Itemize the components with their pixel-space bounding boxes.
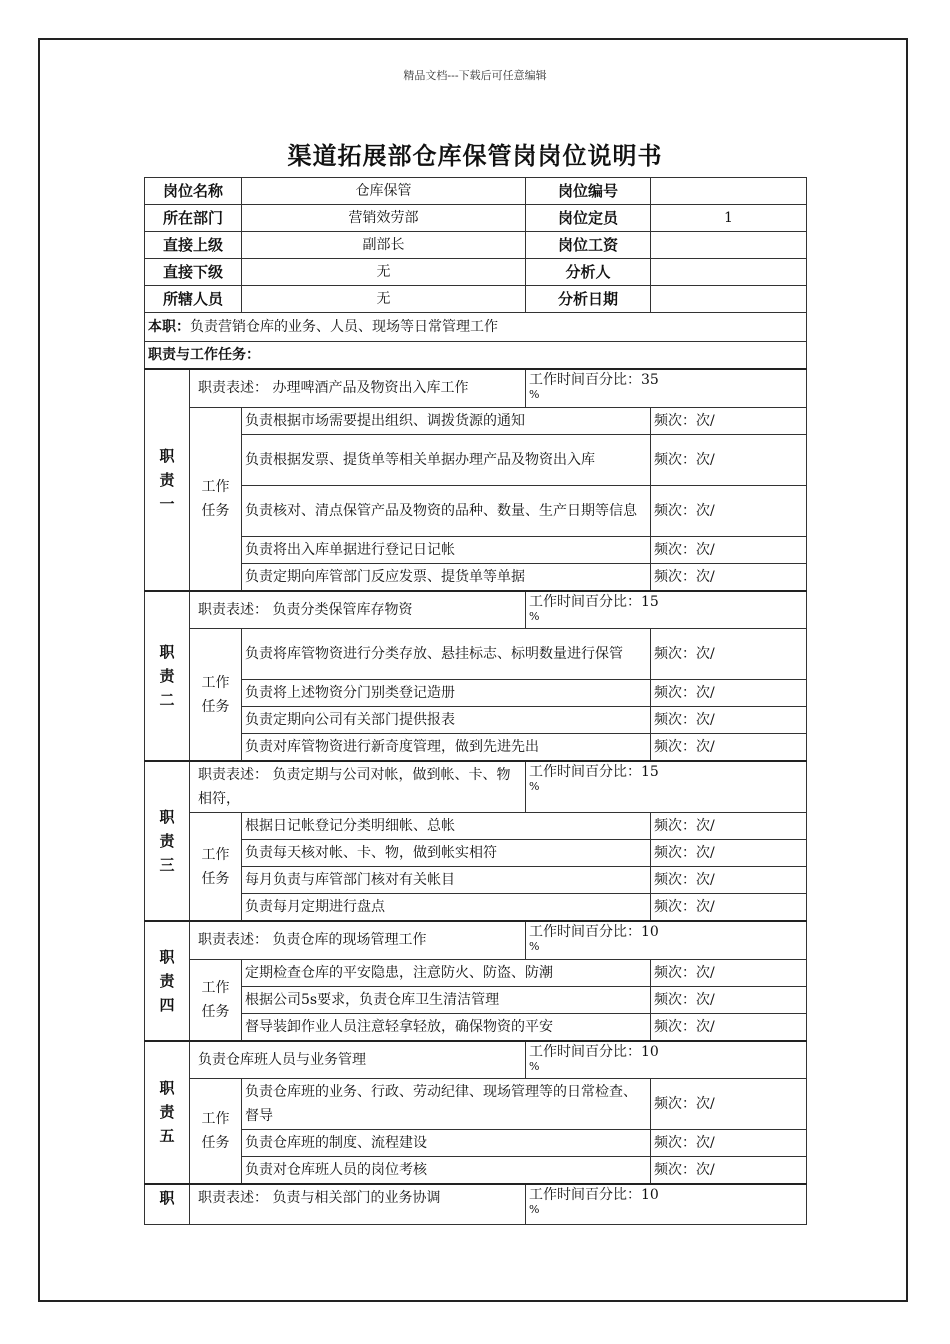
task-row xyxy=(145,1013,807,1041)
job-summary-text: 负责营销仓库的业务、人员、现场等日常管理工作 xyxy=(190,319,498,335)
work-task-label xyxy=(190,959,242,1041)
duty-title-char: 三 xyxy=(159,856,175,874)
time-percentage xyxy=(526,369,807,407)
task-frequency: 频次：次/ xyxy=(651,959,807,986)
time-percentage-value: 工作时间百分比：15 xyxy=(529,764,659,780)
duties-header-row xyxy=(145,342,807,370)
time-percentage xyxy=(526,1041,807,1079)
work-task-label-line: 任务 xyxy=(201,502,230,519)
time-percentage-unit: % xyxy=(529,780,540,793)
duty-title-char: 四 xyxy=(159,995,175,1014)
staff-value: 无 xyxy=(242,286,526,313)
time-percentage xyxy=(526,761,807,813)
task-description: 负责定期向库管部门反应发票、提货单等单据 xyxy=(242,563,651,591)
task-description: 根据公司5s要求，负责仓库卫生清洁管理 xyxy=(242,986,651,1013)
summary-row xyxy=(145,313,807,342)
staff-label: 所辖人员 xyxy=(145,286,242,313)
task-row xyxy=(145,1079,807,1130)
job-summary-label: 本职： xyxy=(148,319,190,335)
work-task-label-line: 任务 xyxy=(201,1003,230,1020)
time-percentage-value: 工作时间百分比：35 xyxy=(529,372,659,388)
time-percentage-value: 工作时间百分比：10 xyxy=(529,924,659,940)
work-task-label-line: 任务 xyxy=(201,870,230,887)
salary-value xyxy=(651,232,807,259)
task-frequency: 频次：次/ xyxy=(651,840,807,867)
duty-title-char: 责 xyxy=(159,470,175,489)
task-frequency: 频次：次/ xyxy=(651,867,807,894)
time-percentage xyxy=(526,1184,807,1224)
time-percentage-value: 工作时间百分比：10 xyxy=(529,1043,659,1060)
duty-title-char: 职 xyxy=(159,642,175,661)
duty-title-char: 职 xyxy=(159,1079,175,1098)
duty-statement: 负责仓库班人员与业务管理 xyxy=(190,1041,526,1079)
duty-title-char: 责 xyxy=(159,1103,175,1122)
analyst-label: 分析人 xyxy=(526,259,651,286)
duty-title-char: 职 xyxy=(159,947,175,966)
task-description: 负责仓库班的业务、行政、劳动纪律、现场管理等的日常检查、督导 xyxy=(242,1079,651,1130)
analyst-value xyxy=(651,259,807,286)
task-frequency: 频次：次/ xyxy=(651,407,807,434)
job-summary xyxy=(145,313,807,342)
duty-statement: 职责表述： 负责分类保管库存物资 xyxy=(190,591,526,629)
job-description-table xyxy=(144,177,807,1225)
duty-title-char: 职 xyxy=(159,446,175,465)
position-name-label: 岗位名称 xyxy=(145,178,242,205)
duty-title xyxy=(145,761,190,921)
task-description: 负责每天核对帐、卡、物，做到帐实相符 xyxy=(242,840,651,867)
duty-statement-row xyxy=(145,761,807,813)
duty-title-char: 责 xyxy=(159,666,175,685)
duty-statement: 职责表述： 办理啤酒产品及物资出入库工作 xyxy=(190,369,526,407)
work-task-label xyxy=(190,1079,242,1185)
superior-value: 副部长 xyxy=(242,232,526,259)
task-frequency: 频次：次/ xyxy=(651,563,807,591)
task-frequency: 频次：次/ xyxy=(651,1013,807,1041)
headcount-label: 岗位定员 xyxy=(526,205,651,232)
page-title: 渠道拓展部仓库保管岗岗位说明书 xyxy=(287,142,663,170)
duty-statement-row xyxy=(145,591,807,629)
task-row xyxy=(145,986,807,1013)
position-code-label: 岗位编号 xyxy=(526,178,651,205)
task-description: 负责根据发票、提货单等相关单据办理产品及物资出入库 xyxy=(242,434,651,485)
task-row xyxy=(145,536,807,563)
task-description: 负责定期向公司有关部门提供报表 xyxy=(242,707,651,734)
task-frequency: 频次：次/ xyxy=(651,813,807,840)
superior-label: 直接上级 xyxy=(145,232,242,259)
task-row xyxy=(145,629,807,680)
time-percentage xyxy=(526,921,807,959)
task-row xyxy=(145,434,807,485)
subordinate-value: 无 xyxy=(242,259,526,286)
task-row xyxy=(145,485,807,536)
task-description: 负责将上述物资分门别类登记造册 xyxy=(242,680,651,707)
task-row xyxy=(145,734,807,762)
task-frequency: 频次：次/ xyxy=(651,707,807,734)
duty-title xyxy=(145,1184,190,1224)
task-frequency: 频次：次/ xyxy=(651,629,807,680)
task-frequency: 频次：次/ xyxy=(651,1130,807,1157)
time-percentage-unit: % xyxy=(529,1059,540,1073)
task-row xyxy=(145,894,807,922)
task-frequency: 频次：次/ xyxy=(651,485,807,536)
task-row xyxy=(145,959,807,986)
duty-statement-row xyxy=(145,921,807,959)
salary-label: 岗位工资 xyxy=(526,232,651,259)
task-row xyxy=(145,813,807,840)
task-row xyxy=(145,1157,807,1185)
task-frequency: 频次：次/ xyxy=(651,680,807,707)
task-frequency: 频次：次/ xyxy=(651,536,807,563)
duty-statement-row xyxy=(145,1041,807,1079)
task-description: 定期检查仓库的平安隐患，注意防火、防盗、防潮 xyxy=(242,959,651,986)
work-task-label-line: 任务 xyxy=(201,1135,230,1151)
duty-title xyxy=(145,369,190,591)
duty-title xyxy=(145,1041,190,1185)
analysis-date-value xyxy=(651,286,807,313)
duty-statement: 职责表述： 负责与相关部门的业务协调 xyxy=(190,1184,526,1224)
analysis-date-label: 分析日期 xyxy=(526,286,651,313)
duty-title-char: 责 xyxy=(159,832,175,850)
duty-title-char: 职 xyxy=(159,1189,175,1207)
task-row xyxy=(145,680,807,707)
task-description: 每月负责与库管部门核对有关帐目 xyxy=(242,867,651,894)
position-code-value xyxy=(651,178,807,205)
work-task-label xyxy=(190,407,242,591)
work-task-label-line: 任务 xyxy=(201,698,230,715)
duty-statement-row xyxy=(145,1184,807,1224)
work-task-label xyxy=(190,813,242,922)
duties-header-label: 职责与工作任务： xyxy=(148,347,260,363)
task-description: 根据日记帐登记分类明细帐、总帐 xyxy=(242,813,651,840)
info-row xyxy=(145,205,807,232)
duty-title xyxy=(145,591,190,762)
time-percentage-unit: % xyxy=(529,940,540,953)
task-description: 负责根据市场需要提出组织、调拨货源的通知 xyxy=(242,407,651,434)
task-frequency: 频次：次/ xyxy=(651,1079,807,1130)
task-frequency: 频次：次/ xyxy=(651,434,807,485)
duty-statement: 职责表述： 负责仓库的现场管理工作 xyxy=(190,921,526,959)
info-row xyxy=(145,259,807,286)
work-task-label xyxy=(190,629,242,762)
info-row xyxy=(145,178,807,205)
task-description: 负责对仓库班人员的岗位考核 xyxy=(242,1157,651,1185)
work-task-label-line: 工作 xyxy=(201,979,230,996)
task-row xyxy=(145,407,807,434)
duty-title-char: 一 xyxy=(159,494,175,513)
task-description: 督导装卸作业人员注意轻拿轻放，确保物资的平安 xyxy=(242,1013,651,1041)
time-percentage-unit: % xyxy=(529,1203,540,1216)
duty-title-char: 职 xyxy=(159,808,175,826)
duty-title-char: 责 xyxy=(159,971,175,990)
task-row xyxy=(145,707,807,734)
watermark-text: 精品文档---下载后可任意编辑 xyxy=(403,69,547,82)
task-description: 负责对库管物资进行新奇度管理，做到先进先出 xyxy=(242,734,651,762)
duty-statement-row xyxy=(145,369,807,407)
info-row xyxy=(145,232,807,259)
position-name-value: 仓库保管 xyxy=(242,178,526,205)
task-description: 负责核对、清点保管产品及物资的品种、数量、生产日期等信息 xyxy=(242,485,651,536)
duties-header xyxy=(145,342,807,370)
time-percentage-unit: % xyxy=(529,609,540,623)
task-frequency: 频次：次/ xyxy=(651,734,807,762)
subordinate-label: 直接下级 xyxy=(145,259,242,286)
duty-title-char: 二 xyxy=(159,690,175,709)
work-task-label-line: 工作 xyxy=(201,478,230,495)
headcount-value: 1 xyxy=(651,205,807,232)
time-percentage-unit: % xyxy=(529,388,540,401)
task-description: 负责将出入库单据进行登记日记帐 xyxy=(242,536,651,563)
task-frequency: 频次：次/ xyxy=(651,894,807,922)
duty-title-char: 五 xyxy=(159,1127,175,1146)
task-row xyxy=(145,867,807,894)
info-row xyxy=(145,286,807,313)
work-task-label-line: 工作 xyxy=(201,674,230,691)
department-value: 营销效劳部 xyxy=(242,205,526,232)
task-frequency: 频次：次/ xyxy=(651,986,807,1013)
task-description: 负责仓库班的制度、流程建设 xyxy=(242,1130,651,1157)
time-percentage-value: 工作时间百分比：15 xyxy=(529,593,659,610)
time-percentage xyxy=(526,591,807,629)
task-description: 负责每月定期进行盘点 xyxy=(242,894,651,922)
department-label: 所在部门 xyxy=(145,205,242,232)
duty-title xyxy=(145,921,190,1041)
duty-statement: 职责表述： 负责定期与公司对帐，做到帐、卡、物相符， xyxy=(190,761,526,813)
time-percentage-value: 工作时间百分比：10 xyxy=(529,1187,659,1203)
task-row xyxy=(145,840,807,867)
task-row xyxy=(145,563,807,591)
work-task-label-line: 工作 xyxy=(201,1111,230,1127)
task-row xyxy=(145,1130,807,1157)
task-frequency: 频次：次/ xyxy=(651,1157,807,1185)
task-description: 负责将库管物资进行分类存放、悬挂标志、标明数量进行保管 xyxy=(242,629,651,680)
work-task-label-line: 工作 xyxy=(201,846,230,863)
